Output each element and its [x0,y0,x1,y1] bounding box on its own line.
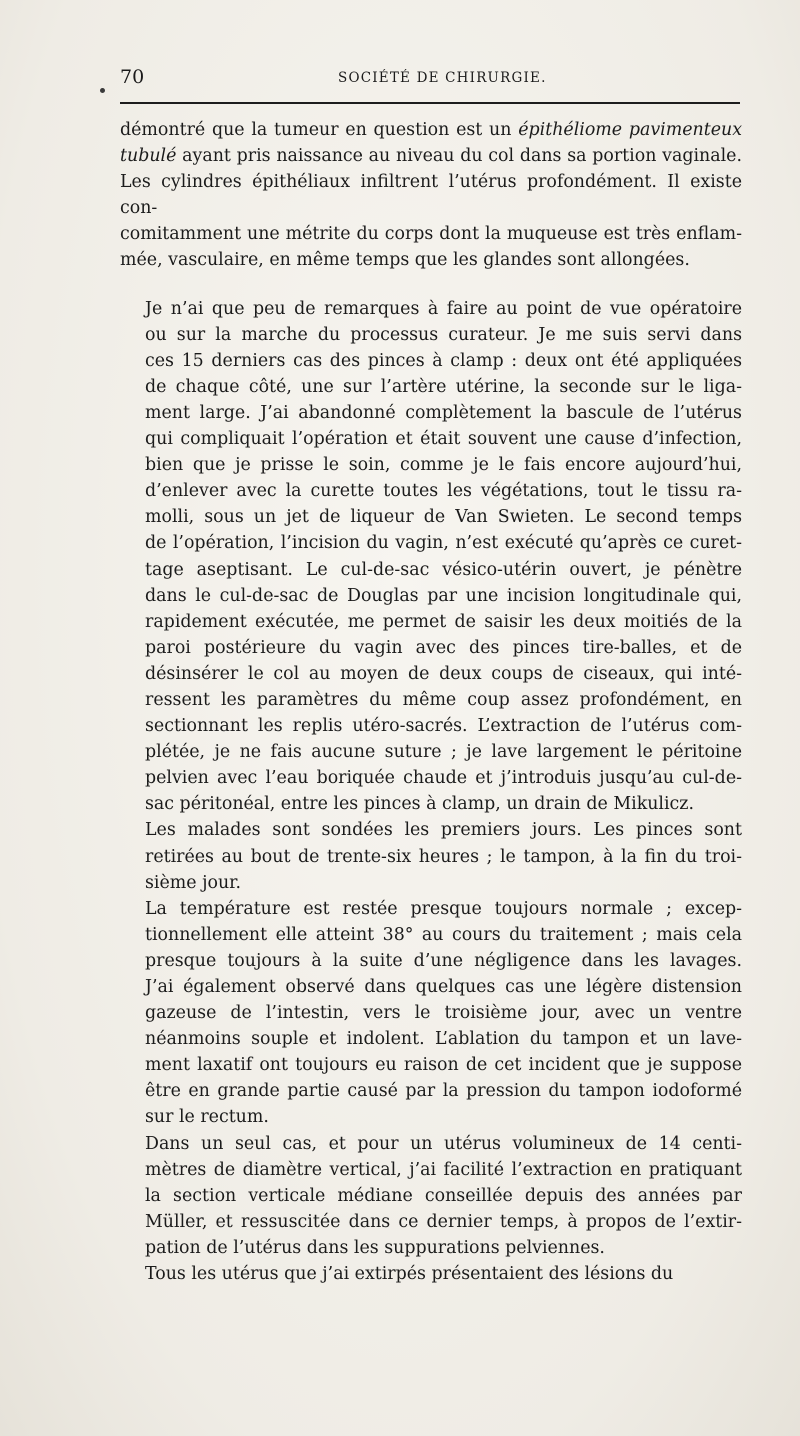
text-line: ou sur la marche du processus curateur. Je me suis servi dans [145,324,742,345]
text-line: J’ai également observé dans quelques cas une légère distension [145,977,742,997]
text-line: ces 15 derniers cas des pinces à clamp : deux ont été appliquées [145,350,742,371]
text-line: bien que je prisse le soin, comme je le fais encore aujourd’hui, [145,455,742,476]
text-line: gazeuse de l’intestin, vers le troisième jour, avec un ventre [145,1003,742,1024]
text-line: de l’opération, l’incision du vagin, n’est exécuté qu’après ce curet- [145,533,742,554]
text-line: Tous les utérus que j’ai extirpés présentaient des lésions du [145,1264,674,1285]
text-line: de chaque côté, une sur l’artère utérine, la seconde sur le liga- [145,376,742,397]
text-line: Les malades sont sondées les premiers jours. Les pinces sont [145,820,742,841]
text-line: pelvien avec l’eau boriquée chaude et j’introduis jusqu’au cul-de- [145,768,742,789]
text-line: Je n’ai que peu de remarques à faire au point de vue opératoire [145,298,742,319]
text-line: Müller, et ressuscitée dans ce dernier temps, à propos de l’extir- [145,1211,742,1232]
page-number: 70 [120,66,145,88]
text-line: sectionnant les replis utéro-sacrés. L’extraction de l’utérus com- [145,716,742,737]
text-line: Dans un seul cas, et pour un utérus volumineux de 14 centi- [145,1133,742,1154]
text-line: retirées au bout de trente-six heures ; le tampon, à la fin du troi- [145,846,742,867]
paragraph-postoperative-care [120,817,742,895]
header-rule [120,102,740,104]
text-line: La température est restée presque toujours normale ; excep- [145,898,742,919]
paragraph-single-case [120,1131,742,1261]
text-line: rapidement exécutée, me permet de saisir les deux moitiés de la [145,611,742,632]
paragraph-lesions [120,1261,742,1287]
text-line: comitamment une métrite du corps dont la muqueuse est très enflam- [120,224,742,245]
text-line: sième jour. [145,872,242,893]
text-line: dans le cul-de-sac de Douglas par une incision longitudinale qui, [145,585,742,606]
text-line: plétée, je ne fais aucune suture ; je lave largement le péritoine [145,742,742,763]
text-line: ressent les paramètres du même coup assez profondément, en [145,689,742,710]
paragraph-continuation [120,117,742,274]
text-line: ment large. J’ai abandonné complètement la bascule de l’utérus [145,402,742,423]
text-line: mée, vasculaire, en même temps que les glandes sont allongées. [120,250,690,271]
text-line: qui compliquait l’opération et était souvent une cause d’infection, [145,429,742,450]
text-line: néanmoins souple et indolent. L’ablation du tampon et un lave- [145,1029,742,1050]
text-line: désinsérer le col au moyen de deux coups de ciseaux, qui inté- [145,663,742,684]
paragraph-temperature [120,896,742,1131]
text-line: presque toujours à la suite d’une négligence dans les lavages. [145,950,742,971]
text-line: Les cylindres épithéliaux infiltrent l’utérus profondément. Il existe con- [120,172,742,219]
text-line: tionnellement elle atteint 38° au cours du traitement ; mais cela [145,924,742,945]
page-header [118,66,740,90]
text-line: démontré que la tumeur en question est un épithéliome pavimenteux [120,120,743,140]
text-line: sur le rectum. [145,1107,269,1128]
text-line: mètres de diamètre vertical, j’ai facilité l’extraction en pratiquant [145,1159,742,1180]
margin-dot [100,88,105,93]
text-line: sac péritonéal, entre les pinces à clamp, un drain de Mikulicz. [145,794,694,815]
body-text [120,117,742,1287]
text-line: molli, sous un jet de liqueur de Van Swieten. Le second temps [145,507,742,528]
running-title: SOCIÉTÉ DE CHIRURGIE. [338,70,547,86]
text-line: pation de l’utérus dans les suppurations pelviennes. [145,1237,605,1258]
text-line: être en grande partie causé par la pression du tampon iodoformé [145,1081,742,1102]
text-line: tubulé ayant pris naissance au niveau du col dans sa portion vaginale. [120,146,742,167]
text-line: d’enlever avec la curette toutes les végétations, tout le tissu ra- [145,481,742,502]
text-line: la section verticale médiane conseillée depuis des années par [145,1185,742,1206]
text-line: ment laxatif ont toujours eu raison de cet incident que je suppose [145,1055,742,1076]
text-line: paroi postérieure du vagin avec des pinces tire-balles, et de [145,637,742,658]
text-line: tage aseptisant. Le cul-de-sac vésico-utérin ouvert, je pénètre [145,559,742,580]
paragraph-operative-remarks [120,296,742,818]
